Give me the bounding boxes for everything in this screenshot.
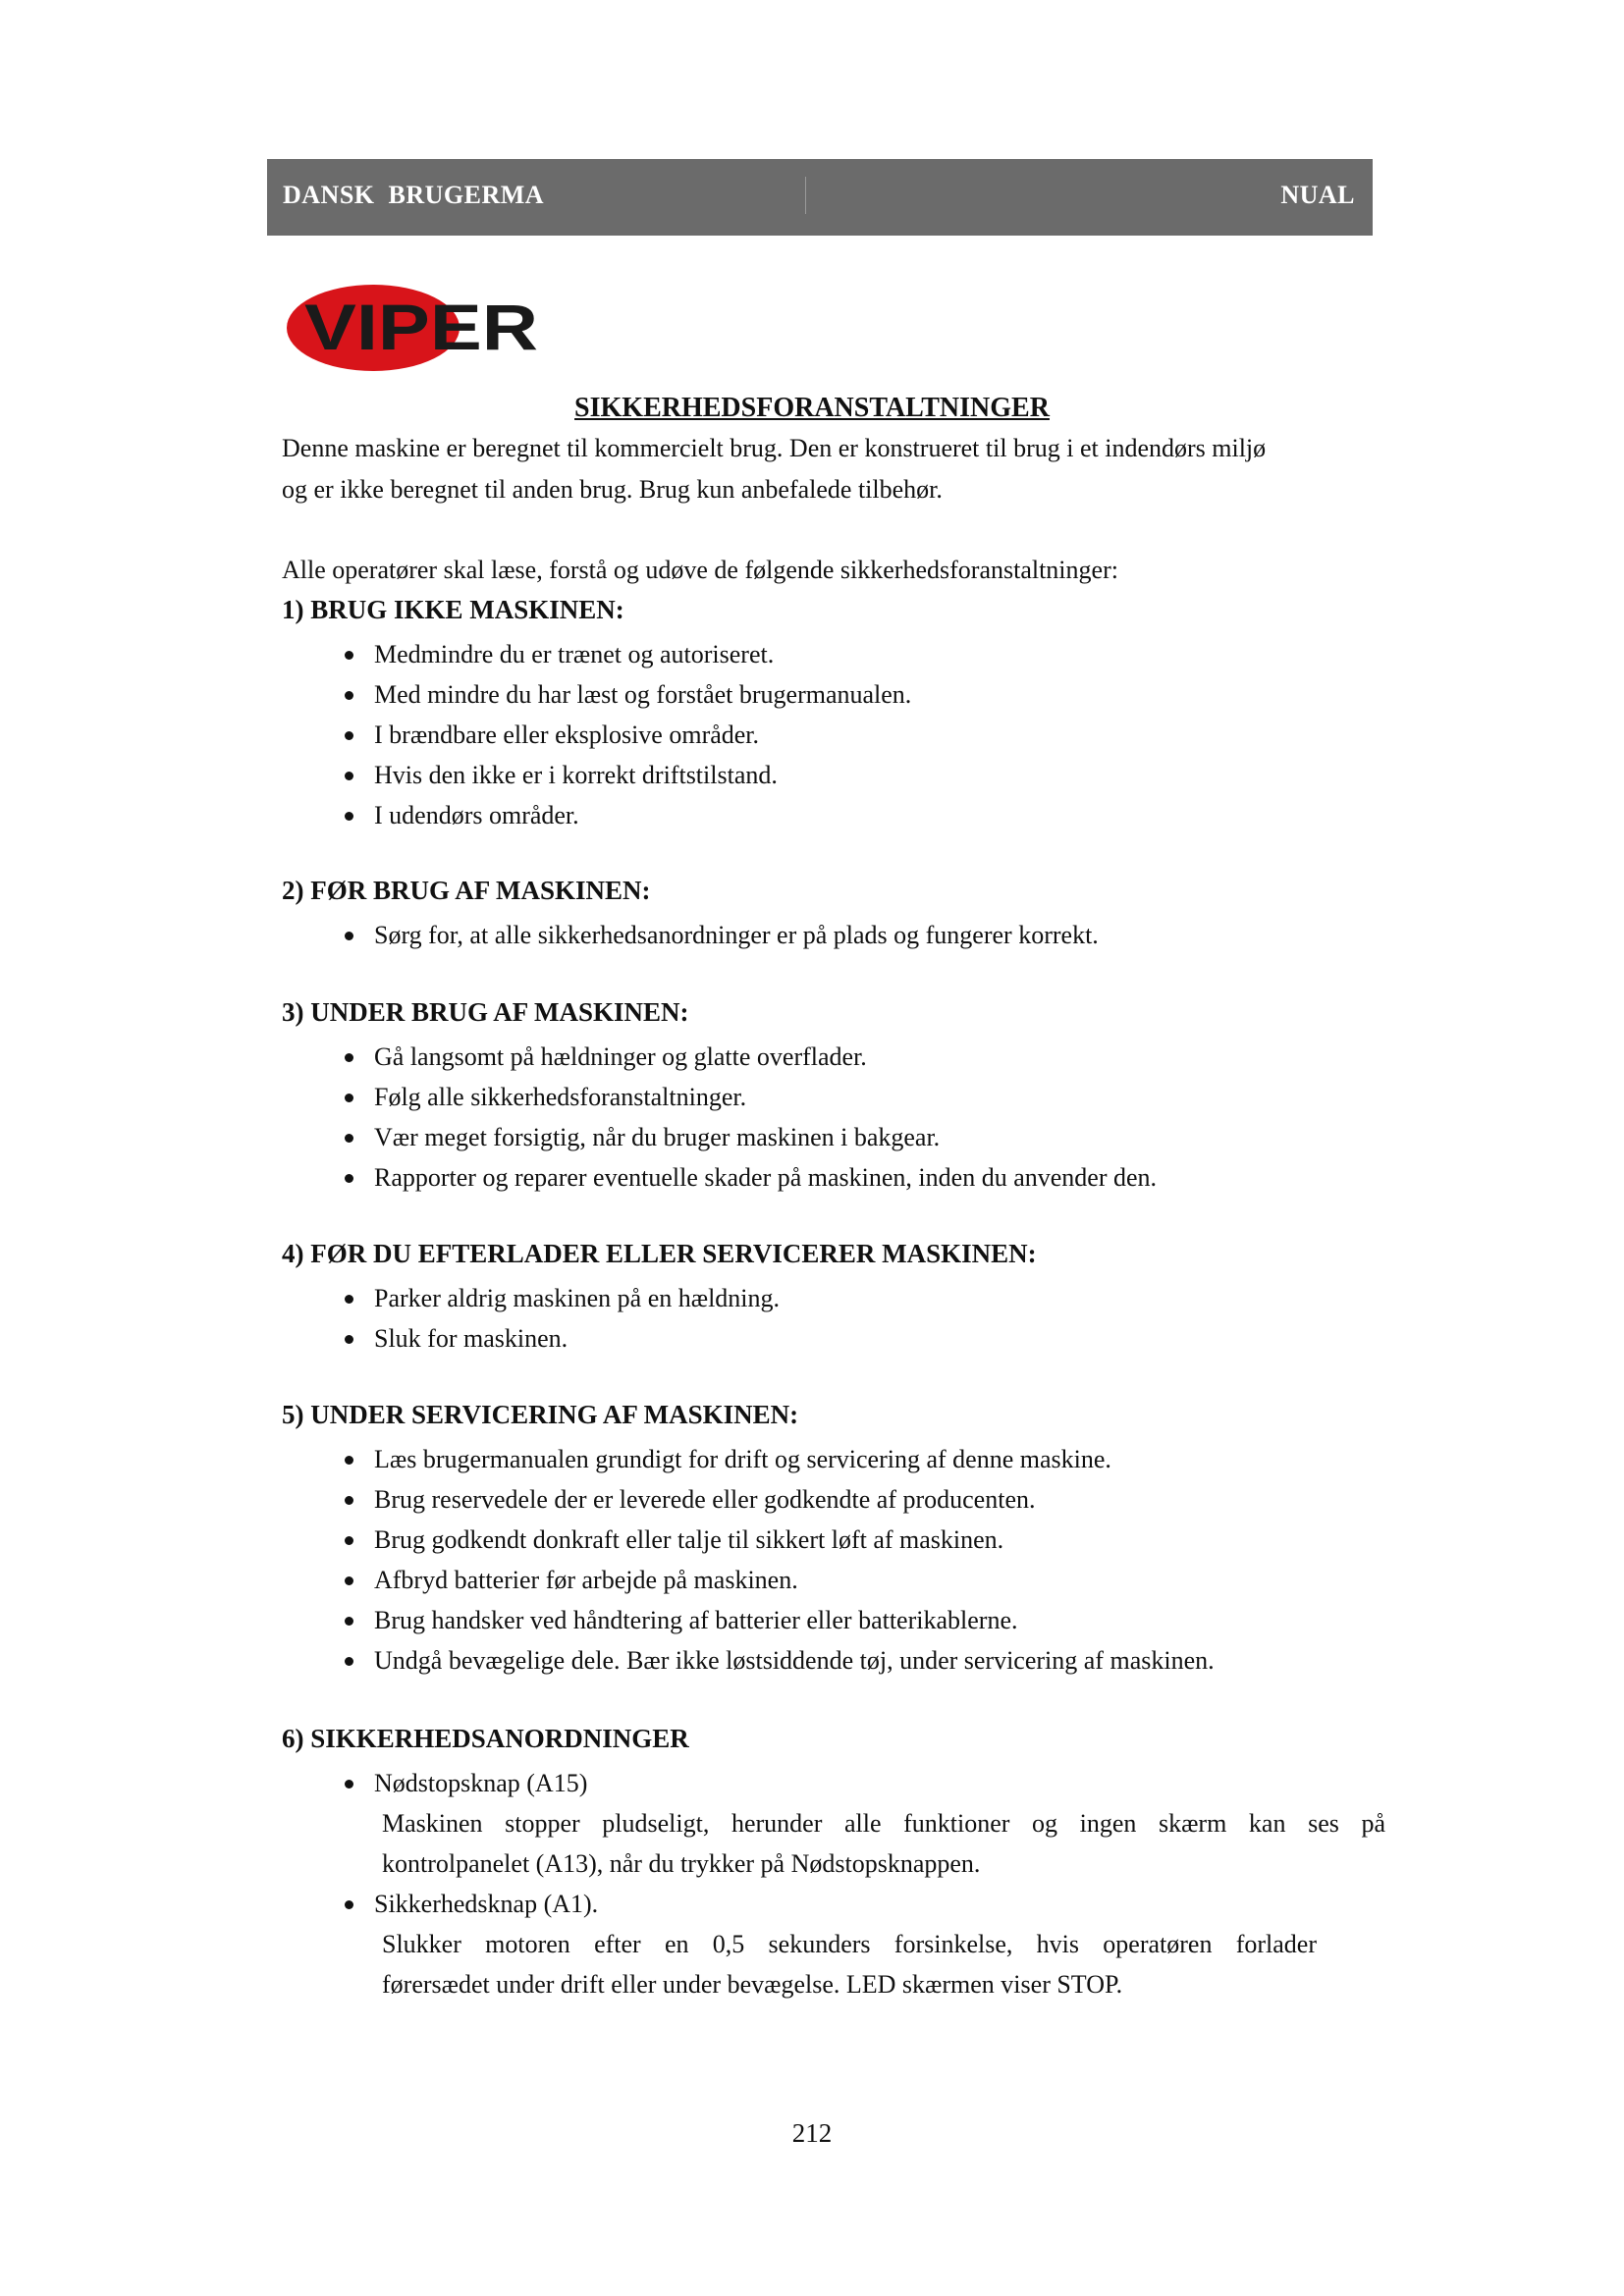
section-4-list bbox=[374, 1278, 1385, 1359]
document-header-bar bbox=[267, 159, 1373, 236]
section-6-list bbox=[374, 1763, 1385, 2004]
device-description-line: kontrolpanelet (A13), når du trykker på Nødstopsknappen. bbox=[382, 1849, 981, 1878]
list-item: Parker aldrig maskinen på en hældning. bbox=[374, 1278, 1385, 1318]
list-item: Brug handsker ved håndtering af batterier eller batterikablerne. bbox=[374, 1600, 1385, 1640]
device-description-line: førersædet under drift eller under bevægelse. LED skærmen viser STOP. bbox=[382, 1970, 1123, 1999]
section-heading: 5) UNDER SERVICERING AF MASKINEN: bbox=[282, 1400, 799, 1429]
list-item bbox=[374, 1763, 1385, 1884]
section-heading: 4) FØR DU EFTERLADER ELLER SERVICERER MASKINEN: bbox=[282, 1239, 1037, 1268]
viper-logo bbox=[285, 281, 548, 375]
header-title-left: DANSK BRUGERMA bbox=[283, 181, 545, 209]
section-heading: 6) SIKKERHEDSANORDNINGER bbox=[282, 1724, 689, 1753]
list-item: Med mindre du har læst og forstået brugermanualen. bbox=[374, 674, 1385, 715]
list-item: Sørg for, at alle sikkerhedsanordninger er på plads og fungerer korrekt. bbox=[374, 915, 1385, 955]
list-item: Afbryd batterier før arbejde på maskinen. bbox=[374, 1560, 1385, 1600]
list-item: Medmindre du er trænet og autoriseret. bbox=[374, 634, 1385, 674]
list-item: Sluk for maskinen. bbox=[374, 1318, 1385, 1359]
page-number: 212 bbox=[791, 2118, 833, 2148]
header-title-right: NUAL bbox=[1280, 181, 1355, 209]
list-item: Undgå bevægelige dele. Bær ikke løstsiddende tøj, under servicering af maskinen. bbox=[374, 1640, 1385, 1681]
list-item: I brændbare eller eksplosive områder. bbox=[374, 715, 1385, 755]
section-heading: 2) FØR BRUG AF MASKINEN: bbox=[282, 876, 651, 905]
list-item: Rapporter og reparer eventuelle skader på maskinen, inden du anvender den. bbox=[374, 1157, 1385, 1198]
list-item: Brug godkendt donkraft eller talje til sikkert løft af maskinen. bbox=[374, 1520, 1385, 1560]
device-description-line: Slukker motoren efter en 0,5 sekunders forsinkelse, hvis operatøren forlader bbox=[382, 1930, 1317, 1958]
section-1-list bbox=[374, 634, 1385, 835]
list-item: Læs brugermanualen grundigt for drift og servicering af denne maskine. bbox=[374, 1439, 1385, 1479]
list-item: Hvis den ikke er i korrekt driftstilstand. bbox=[374, 755, 1385, 795]
list-item: I udendørs områder. bbox=[374, 795, 1385, 835]
list-item: Vær meget forsigtig, når du bruger maskinen i bakgear. bbox=[374, 1117, 1385, 1157]
device-label: Sikkerhedsknap (A1). bbox=[374, 1890, 599, 1918]
list-item: Følg alle sikkerhedsforanstaltninger. bbox=[374, 1077, 1385, 1117]
section-heading: 1) BRUG IKKE MASKINEN: bbox=[282, 595, 624, 624]
list-item bbox=[374, 1884, 1385, 2004]
intro-line-1: Denne maskine er beregnet til kommercielt brug. Den er konstrueret til brug i et indendørs miljø bbox=[282, 434, 1267, 462]
logo-wordmark: VIPER bbox=[304, 291, 538, 363]
section-3-list bbox=[374, 1037, 1385, 1198]
page-title: SIKKERHEDSFORANSTALTNINGER bbox=[574, 393, 1050, 423]
list-item: Brug reservedele der er leverede eller godkendte af producenten. bbox=[374, 1479, 1385, 1520]
section-2-list bbox=[374, 915, 1385, 955]
section-heading: 3) UNDER BRUG AF MASKINEN: bbox=[282, 997, 689, 1027]
device-label: Nødstopsknap (A15) bbox=[374, 1769, 588, 1797]
intro-line-2: og er ikke beregnet til anden brug. Brug kun anbefalede tilbehør. bbox=[282, 475, 943, 504]
preamble: Alle operatører skal læse, forstå og udøve de følgende sikkerhedsforanstaltninger: bbox=[282, 556, 1118, 584]
device-description-line: Maskinen stopper pludseligt, herunder alle funktioner og ingen skærm kan ses på bbox=[382, 1809, 1385, 1838]
header-divider bbox=[805, 177, 806, 214]
section-5-list bbox=[374, 1439, 1385, 1681]
list-item: Gå langsomt på hældninger og glatte overflader. bbox=[374, 1037, 1385, 1077]
